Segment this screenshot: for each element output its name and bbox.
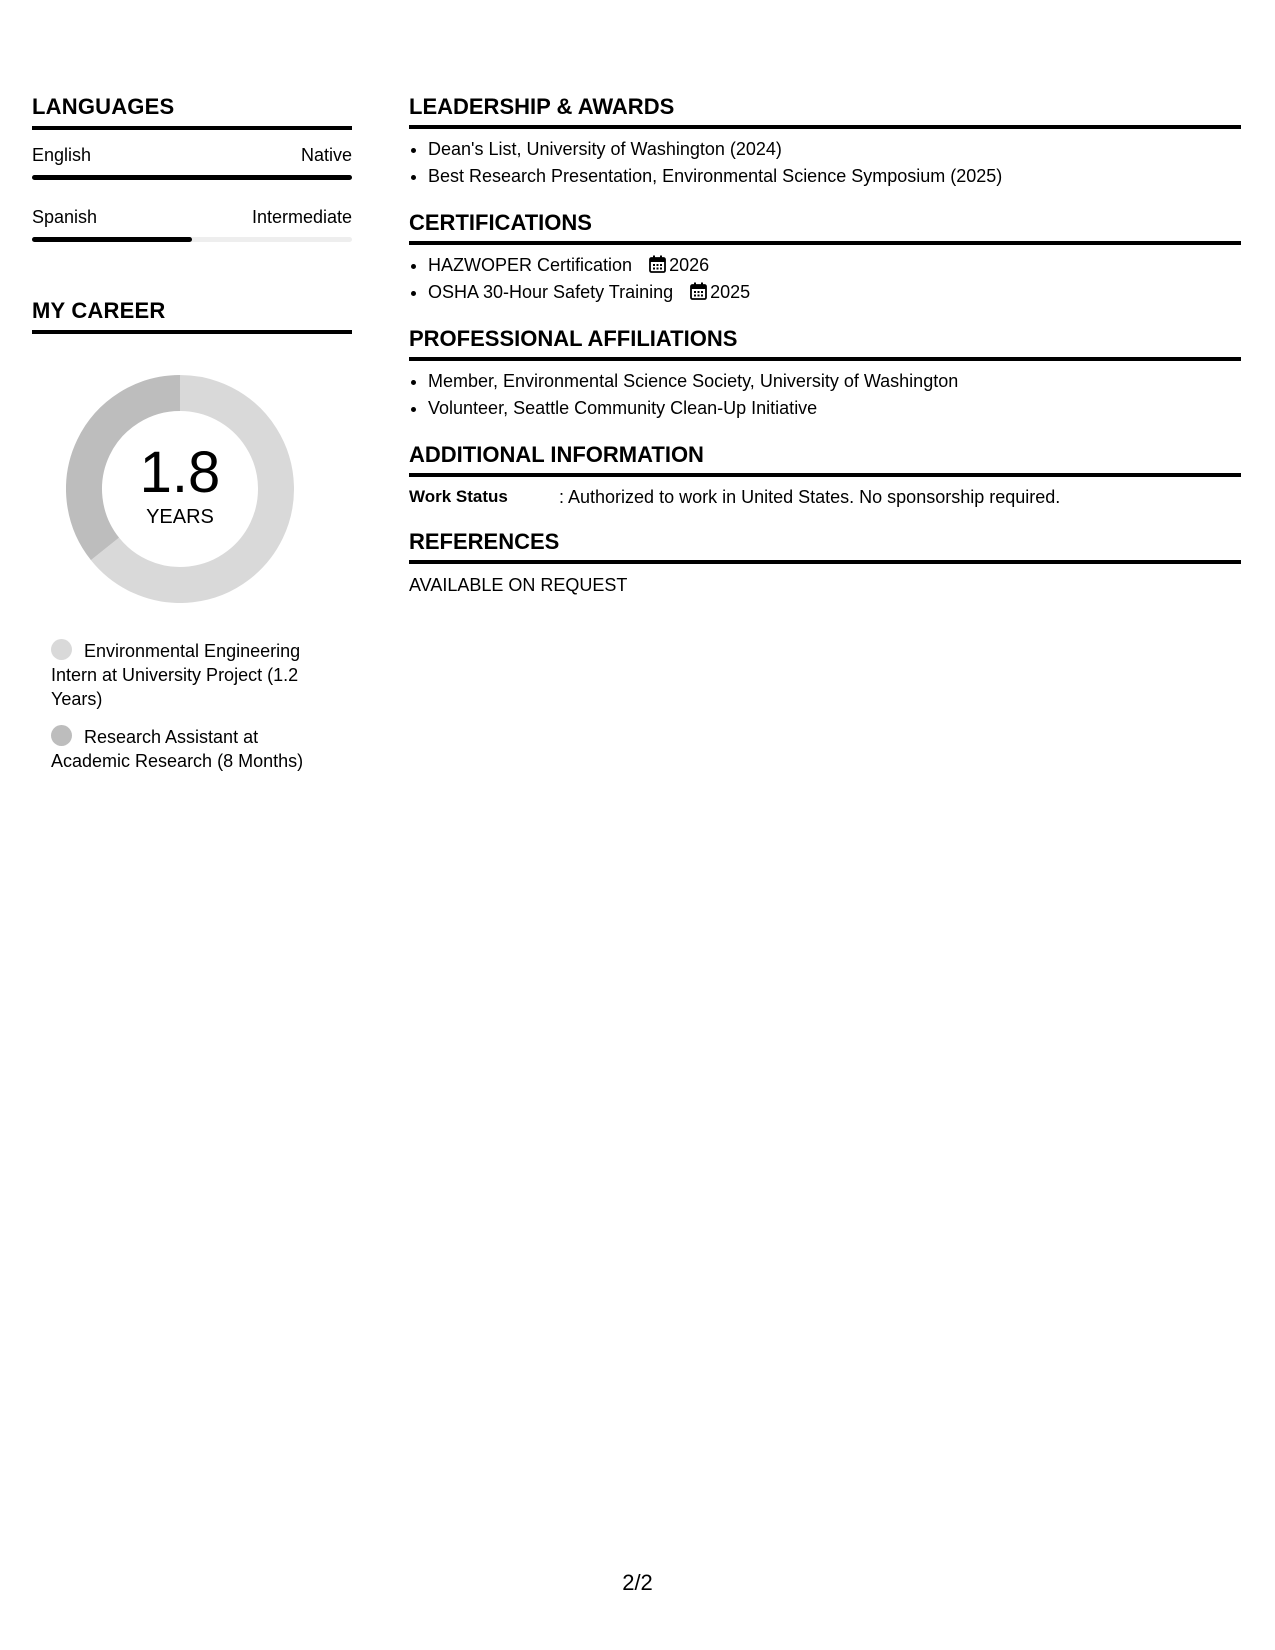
references-section bbox=[409, 529, 1241, 597]
career-heading: MY CAREER bbox=[32, 298, 352, 334]
languages-heading: LANGUAGES bbox=[32, 94, 352, 130]
right-column bbox=[409, 94, 1241, 617]
language-name: English bbox=[32, 145, 92, 165]
leadership-section bbox=[409, 94, 1241, 190]
career-donut-chart bbox=[66, 375, 294, 603]
language-proficiency-bar bbox=[32, 175, 352, 180]
list-item: • Dean's List, University of Washington (2024) bbox=[428, 136, 1241, 163]
affiliations-heading: PROFESSIONAL AFFILIATIONS bbox=[409, 326, 1241, 361]
leadership-list bbox=[409, 136, 1241, 190]
additional-info-heading: ADDITIONAL INFORMATION bbox=[409, 442, 1241, 477]
language-level: Intermediate bbox=[251, 207, 352, 227]
leadership-heading: LEADERSHIP & AWARDS bbox=[409, 94, 1241, 129]
language-proficiency-fill bbox=[32, 237, 192, 242]
legend-label: Research Assistant at Academic Research (8 Months) bbox=[51, 727, 304, 771]
certifications-list bbox=[409, 252, 1241, 306]
list-item bbox=[428, 252, 1241, 279]
language-proficiency-bar bbox=[32, 237, 352, 242]
language-name: Spanish bbox=[32, 207, 98, 227]
certification-name: HAZWOPER Certification bbox=[428, 255, 633, 275]
career-total-value: 1.8 bbox=[139, 440, 221, 505]
certification-year: 2025 bbox=[710, 282, 751, 302]
affiliations-list bbox=[409, 368, 1241, 422]
calendar-icon bbox=[649, 255, 666, 273]
references-text: AVAILABLE ON REQUEST bbox=[409, 575, 628, 595]
affiliations-section bbox=[409, 326, 1241, 422]
additional-info-section bbox=[409, 442, 1241, 509]
certifications-section bbox=[409, 210, 1241, 306]
languages-section bbox=[32, 94, 352, 242]
career-legend bbox=[51, 639, 341, 773]
work-status-row bbox=[409, 485, 1241, 509]
list-item: • Best Research Presentation, Environmental Science Symposium (2025) bbox=[428, 163, 1241, 190]
donut-center bbox=[66, 375, 294, 603]
legend-label: Environmental Engineering Intern at University Project (1.2 Years) bbox=[51, 641, 301, 709]
language-item bbox=[32, 206, 352, 242]
career-legend-item bbox=[51, 725, 341, 773]
languages-list bbox=[32, 144, 352, 242]
page-number: 2/2 bbox=[622, 1570, 653, 1595]
calendar-icon bbox=[690, 282, 707, 300]
certifications-heading: CERTIFICATIONS bbox=[409, 210, 1241, 245]
legend-dot-icon bbox=[51, 725, 72, 746]
language-item bbox=[32, 144, 352, 180]
work-status-label: Work Status bbox=[409, 487, 508, 506]
career-legend-item bbox=[51, 639, 341, 711]
certification-name: OSHA 30-Hour Safety Training bbox=[428, 282, 674, 302]
career-total-unit: YEARS bbox=[146, 506, 214, 528]
list-item: • Member, Environmental Science Society, University of Washington bbox=[428, 368, 1241, 395]
language-level: Native bbox=[300, 145, 352, 165]
legend-dot-icon bbox=[51, 639, 72, 660]
career-section bbox=[32, 298, 352, 773]
list-item bbox=[428, 279, 1241, 306]
work-status-value: : Authorized to work in United States. No sponsorship required. bbox=[559, 487, 1061, 507]
left-column bbox=[32, 94, 352, 787]
language-proficiency-fill bbox=[32, 175, 352, 180]
list-item: • Volunteer, Seattle Community Clean-Up Initiative bbox=[428, 395, 1241, 422]
references-heading: REFERENCES bbox=[409, 529, 1241, 564]
certification-year: 2026 bbox=[669, 255, 710, 275]
